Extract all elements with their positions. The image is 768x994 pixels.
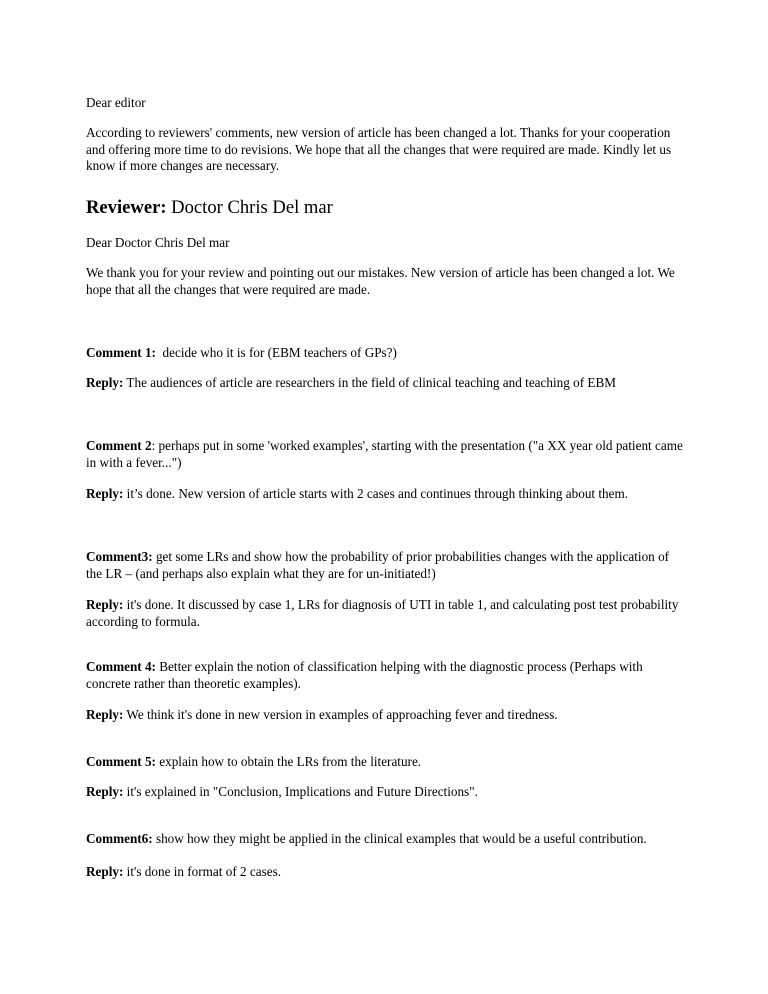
reply-5 xyxy=(86,784,686,801)
reply-text: it’s done. New version of article starts with 2 cases and continues through thinking about them. xyxy=(123,486,629,501)
comment-label: Comment 2 xyxy=(86,438,152,453)
reply-text: it's explained in "Conclusion, Implications and Future Directions". xyxy=(123,784,478,799)
comment-text: : perhaps put in some 'worked examples', starting with the presentation ("a XX year old patient came in with a fever...") xyxy=(86,438,683,470)
reply-label: Reply: xyxy=(86,707,124,722)
intro-paragraph: According to reviewers' comments, new version of article has been changed a lot. Thanks for your cooperation and offering more time to do revisions. We hope that all the changes that were required are made. Kindly let us know if more changes are necessary. xyxy=(86,125,672,174)
reply-text: it's done. It discussed by case 1, LRs for diagnosis of UTI in table 1, and calculating post test probability according to formula. xyxy=(86,597,679,629)
reply-text: The audiences of article are researchers in the field of clinical teaching and teaching of EBM xyxy=(123,375,616,390)
comment-6 xyxy=(86,831,686,848)
comment-label: Comment 4: xyxy=(86,659,156,674)
reviewer-heading xyxy=(86,197,333,219)
comment-text: decide who it is for (EBM teachers of GPs?) xyxy=(155,345,397,360)
comment-text: get some LRs and show how the probability of prior probabilities changes with the application of the LR – (and perhaps also explain what they are for un-initiated!) xyxy=(86,549,670,581)
reply-2 xyxy=(86,486,686,503)
comment-text: explain how to obtain the LRs from the literature. xyxy=(155,754,422,769)
reviewer-label: Reviewer: xyxy=(86,197,167,218)
comment-text: show how they might be applied in the clinical examples that would be a useful contribution. xyxy=(152,831,647,846)
reply-label: Reply: xyxy=(86,375,124,390)
reviewer-intro-paragraph: We thank you for your review and pointing out our mistakes. New version of article has been changed a lot. We hope that all the changes that were required are made. xyxy=(86,265,675,297)
comment-5 xyxy=(86,754,686,771)
salutation: Dear editor xyxy=(86,95,146,110)
reply-label: Reply: xyxy=(86,486,124,501)
comment-label: Comment 1: xyxy=(86,345,156,360)
reviewer-salutation: Dear Doctor Chris Del mar xyxy=(86,235,230,250)
comment-4 xyxy=(86,659,686,692)
comment-2 xyxy=(86,438,686,471)
reviewer-name: Doctor Chris Del mar xyxy=(166,197,333,218)
reply-label: Reply: xyxy=(86,597,124,612)
reply-6 xyxy=(86,864,686,881)
comment-3 xyxy=(86,549,686,582)
comment-1 xyxy=(86,345,686,362)
comment-label: Comment6: xyxy=(86,831,153,846)
comment-label: Comment 5: xyxy=(86,754,156,769)
reply-4 xyxy=(86,707,686,724)
reply-label: Reply: xyxy=(86,864,124,879)
comment-text: Better explain the notion of classification helping with the diagnostic process (Perhaps with concrete rather than theoretic examples). xyxy=(86,659,643,691)
comment-label: Comment3: xyxy=(86,549,153,564)
reply-1 xyxy=(86,375,686,392)
reply-label: Reply: xyxy=(86,784,124,799)
reply-text: We think it's done in new version in examples of approaching fever and tiredness. xyxy=(123,707,558,722)
reply-text: it's done in format of 2 cases. xyxy=(123,864,282,879)
reply-3 xyxy=(86,597,686,630)
